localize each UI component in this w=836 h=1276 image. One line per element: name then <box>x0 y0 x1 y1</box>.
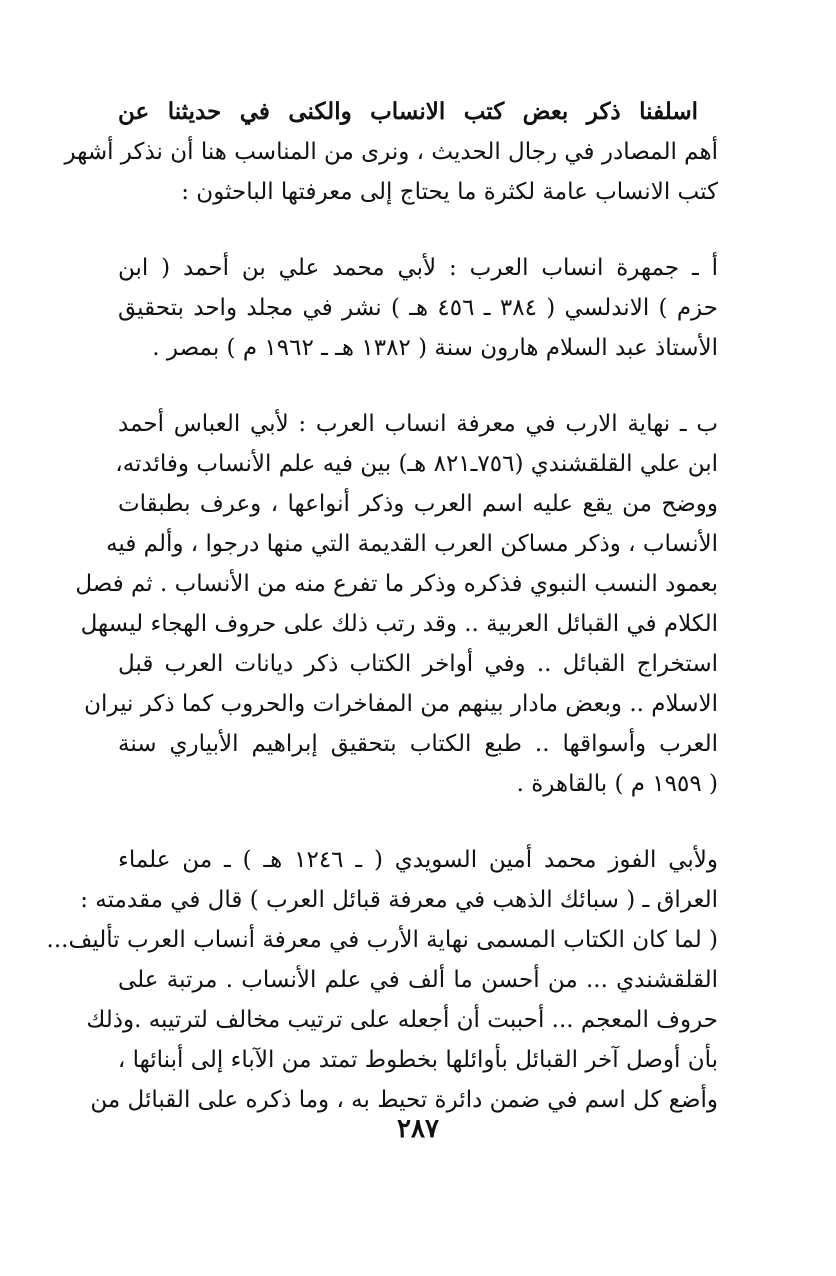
section-b-line: استخراج القبائل .. وفي أواخر الكتاب ذكر ديانات العرب قبل <box>118 651 718 677</box>
section-c-line: القلقشندي ... من أحسن ما ألف في علم الأنساب . مرتبة على <box>118 967 718 993</box>
section-c-line: بأن أوصل آخر القبائل بأوائلها بخطوط تمتد من الآباء إلى أبنائها ، <box>117 1047 718 1073</box>
section-b-line: ب ـ نهاية الارب في معرفة انساب العرب : لأبي العباس أحمد <box>118 411 718 437</box>
page-number: ٢٨٧ <box>397 1114 439 1144</box>
section-b-line: ابن علي القلقشندي (٧٥٦ـ٨٢١ هـ) بين فيه علم الأنساب وفائدته، <box>115 451 718 477</box>
section-b-line: بعمود النسب النبوي فذكره وذكر ما تفرع منه من الأنساب . ثم فصل <box>75 571 718 597</box>
section-b-line: ووضح من يقع عليه اسم العرب وذكر أنواعها ، وعرف بطبقات <box>118 491 718 517</box>
section-a-line: أ ـ جمهرة انساب العرب : لأبي محمد علي بن أحمد ( ابن <box>118 255 718 281</box>
section-a-paragraph <box>118 248 718 368</box>
section-b-line: الأنساب ، وذكر مساكن العرب القديمة التي منها درجوا ، وألم فيه <box>106 531 718 557</box>
section-a-line: الأستاذ عبد السلام هارون سنة ( ١٣٨٢ هـ ـ ١٩٦٢ م ) بمصر . <box>152 335 718 361</box>
paragraph-spacer <box>118 368 718 404</box>
section-c-line: ( لما كان الكتاب المسمى نهاية الأرب في معرفة أنساب العرب تأليف... <box>46 927 718 953</box>
paragraph-spacer <box>118 212 718 248</box>
intro-line: أهم المصادر في رجال الحديث ، ونرى من المناسب هنا أن نذكر أشهر <box>64 139 718 165</box>
section-a-line: حزم ) الاندلسي ( ٣٨٤ ـ ٤٥٦ هـ ) نشر في مجلد واحد بتحقيق <box>118 295 718 321</box>
section-b-line: ( ١٩٥٩ م ) بالقاهرة . <box>516 771 718 797</box>
section-b-paragraph <box>75 404 718 804</box>
paragraph-spacer <box>118 804 718 840</box>
section-b-line: الكلام في القبائل العربية .. وقد رتب ذلك على حروف الهجاء ليسهل <box>80 611 718 637</box>
section-b-line: الاسلام .. وبعض مادار بينهم من المفاخرات والحروب كما ذكر نيران <box>84 691 718 717</box>
section-b-line: العرب وأسواقها .. طبع الكتاب بتحقيق إبراهيم الأبياري سنة <box>118 731 718 757</box>
section-c-line: ولأبي الفوز محمد أمين السويدي ( ـ ١٢٤٦ هـ ) ـ من علماء <box>118 847 718 873</box>
intro-paragraph <box>64 92 718 212</box>
intro-line: كتب الانساب عامة لكثرة ما يحتاج إلى معرفتها الباحثون : <box>181 179 718 205</box>
document-page <box>46 92 718 1120</box>
section-c-line: حروف المعجم ... أحببت أن أجعله على ترتيب مخالف لترتيبه .وذلك <box>86 1007 718 1033</box>
section-c-line: العراق ـ ( سبائك الذهب في معرفة قبائل العرب ) قال في مقدمته : <box>80 887 718 913</box>
intro-line: اسلفنا ذكر بعض كتب الانساب والكنى في حديثنا عن <box>118 98 698 125</box>
section-c-line: وأضع كل اسم في ضمن دائرة تحيط به ، وما ذكره على القبائل من <box>90 1087 718 1113</box>
section-c-paragraph <box>46 840 718 1120</box>
